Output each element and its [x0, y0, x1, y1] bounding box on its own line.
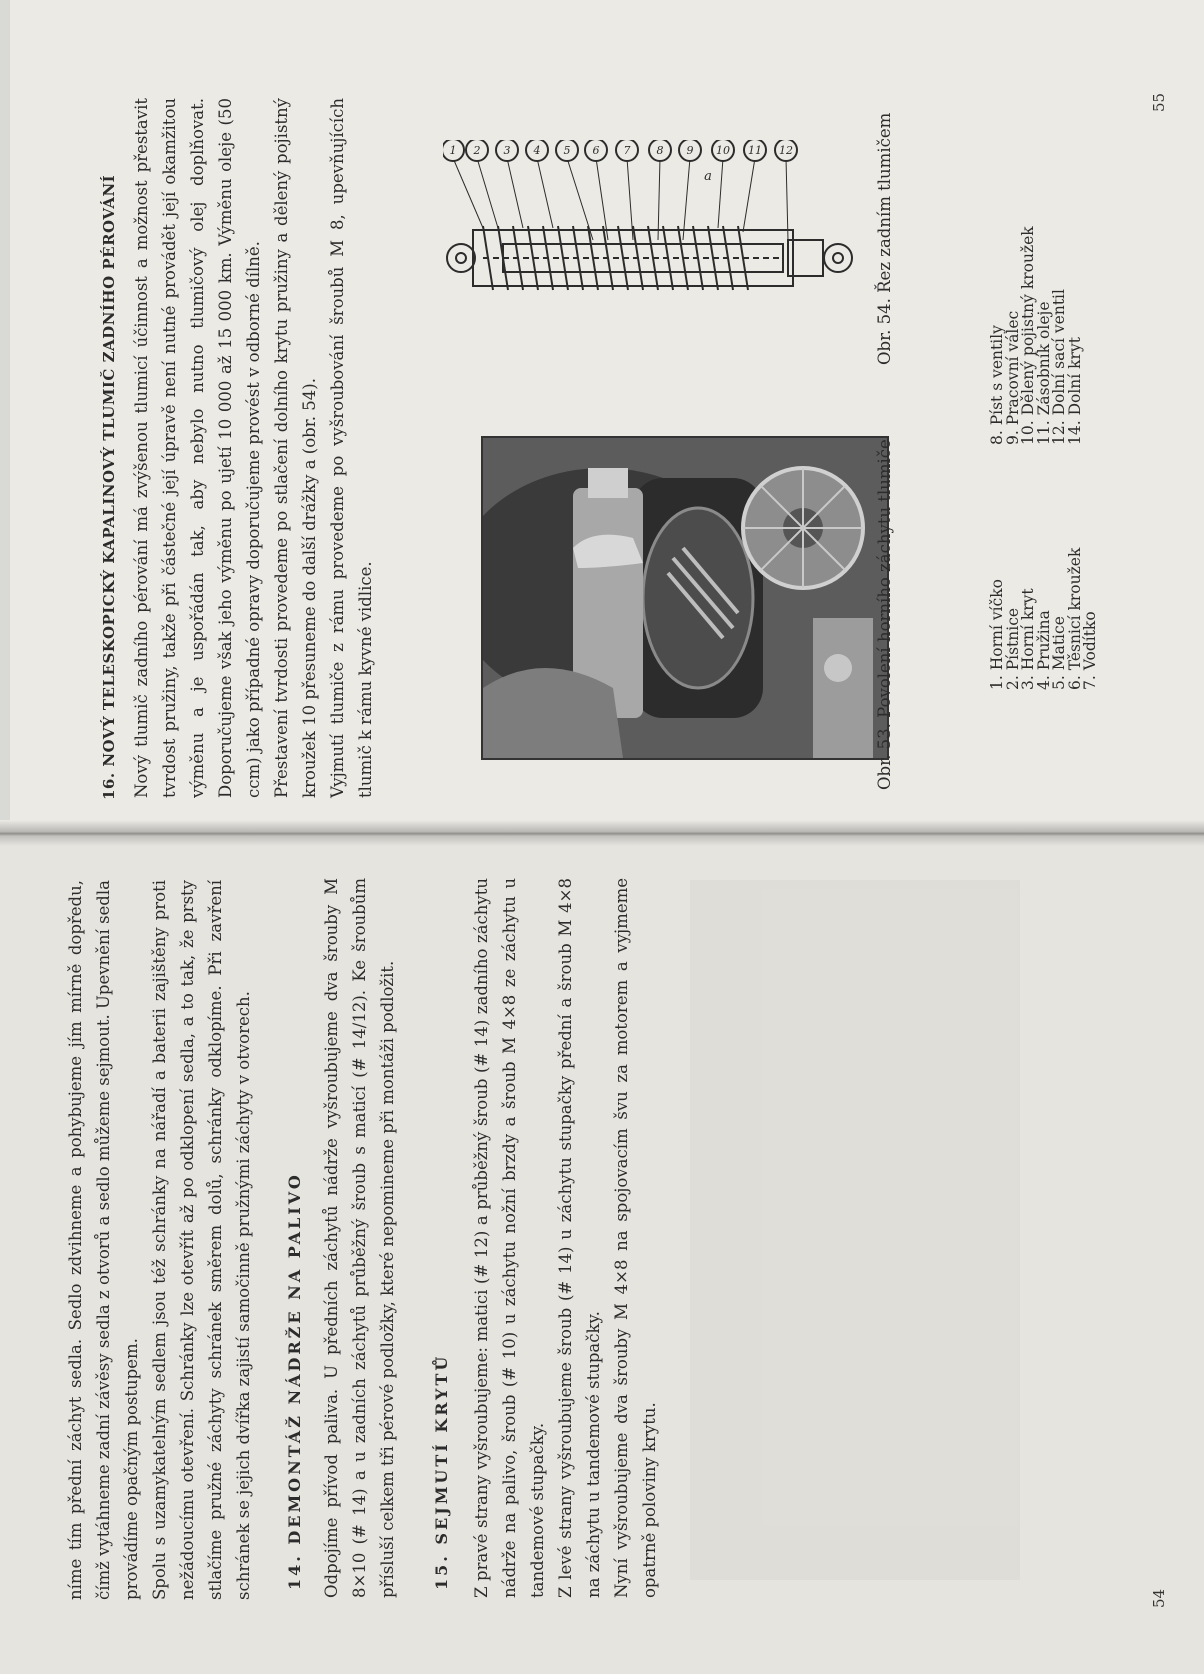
section-16-title: 16. NOVÝ TELESKOPICKÝ KAPALINOVÝ TLUMIČ ZADNÍHO PÉROVÁNÍ	[100, 174, 118, 800]
part-item: 3. Horní kryt	[1019, 588, 1037, 690]
parts-list-right	[990, 225, 1083, 445]
part-item: 4. Pružina	[1034, 610, 1053, 690]
diagram-label-4: 4	[533, 144, 541, 157]
fig54-diagram	[443, 140, 883, 315]
section-16-paragraph-2: Přestavení tvrdosti provedeme po stlačení dolního krytu pružiny a dělený pojistný kroužek 10 přesuneme do další drážky a (obr. 54).	[272, 98, 319, 798]
diagram-label-2: 2	[473, 144, 481, 157]
section-15-paragraph-2: Z levé strany vyšroubujeme šroub (# 14) u záchytu stupačky přední a šroub M 4×8 na záchytu u tandemové stupačky.	[556, 878, 603, 1598]
diagram-label-6: 6	[592, 144, 600, 157]
fig53-caption: Obr. 53. Povolení horního záchytu tlumiče	[875, 439, 894, 790]
part-item: 2. Pístnice	[1003, 607, 1022, 690]
fig53-photo	[481, 436, 889, 760]
section-16-body	[128, 98, 380, 798]
part-item: 10. Dělený pojistný kroužek	[1019, 226, 1037, 445]
diagram-label-12: 12	[779, 144, 793, 157]
part-item: 5. Matice	[1050, 616, 1068, 690]
show-through-shadow	[690, 880, 1020, 1580]
section-15-body	[468, 878, 664, 1598]
page-number-54: 54	[1150, 1588, 1168, 1608]
fig54-caption: Obr. 54. Řez zadním tlumičem	[875, 112, 894, 365]
section-15-paragraph-1: Z pravé strany vyšroubujeme: matici (# 12) a průběžný šroub (# 14) zadního záchytu nádrže na palivo, šroub (# 10) u záchytu nožní brzdy a šroub M 4×8 ze záchytu u tandemové stupačky.	[472, 878, 547, 1598]
part-item: 6. Těsnicí kroužek	[1065, 547, 1084, 690]
part-item: 14. Dolní kryt	[1065, 337, 1084, 445]
diagram-label-1: 1	[449, 144, 457, 157]
page-number-55: 55	[1150, 92, 1168, 112]
intro-paragraph-1: níme tím přední záchyt sedla. Sedlo zdvihneme a pohybujeme jím mírně dopředu, čímž vytáhneme zadní závěsy sedla z otvorů a sedlo můžeme sejmout. Upevnění sedla provádíme opačným postupem.	[66, 880, 141, 1600]
diagram-label-5: 5	[563, 144, 571, 157]
part-item: 7. Vodítko	[1081, 611, 1099, 690]
diagram-label-8: 8	[656, 144, 664, 157]
part-item: 12. Dolní sací ventil	[1050, 289, 1068, 445]
diagram-letter-a: a	[704, 169, 712, 184]
part-item: 11. Zásobník oleje	[1034, 301, 1053, 445]
motorcycle-shock-photo	[483, 438, 887, 758]
diagram-label-7: 7	[623, 144, 631, 157]
intro-text	[62, 880, 258, 1600]
part-item: 1. Horní víčko	[988, 579, 1006, 690]
book-spine	[0, 820, 1204, 846]
diagram-label-10: 10	[716, 144, 730, 157]
section-14-body: Odpojíme přívod paliva. U předních záchytů nádrže vyšroubujeme dva šrouby M 8×10 (# 14) a u zadních záchytů průběžný šroub s maticí (# 14/12). Ke šroubům přísluší celkem tři pérové podložky, které nepomineme při montáži podložit.	[322, 878, 397, 1598]
parts-list-left	[990, 470, 1099, 690]
part-item: 8. Píst s ventily	[988, 325, 1006, 445]
shock-absorber-section	[443, 140, 883, 315]
part-item: 9. Pracovní válec	[1003, 310, 1022, 445]
diagram-label-11: 11	[748, 144, 762, 157]
section-15-paragraph-3: Nyní vyšroubujeme dva šrouby M 4×8 na spojovacím švu za motorem a vyjmeme opatrně poloviny krytu.	[612, 878, 659, 1598]
diagram-label-3: 3	[503, 144, 511, 157]
diagram-label-9: 9	[686, 144, 694, 157]
section-16-paragraph-3: Vyjmutí tlumiče z rámu provedeme po vyšroubování šroubů M 8, upevňujících tlumič k rámu kyvné vidlice.	[328, 98, 375, 798]
section-16-paragraph-1: Nový tlumič zadního pérování má zvýšenou tlumicí účinnost a možnost přestavit tvrdost pružiny, takže při částečné její úpravě není nutné provádět její okamžitou výměnu a je uspořádán tak, aby nebylo nutno tlumičový olej doplňovat. Doporučujeme však jeho výměnu po ujetí 10 000 až 15 000 km. Výměnu oleje (50 ccm) jako případné opravy doporučujeme provést v odborné dílně.	[132, 98, 263, 798]
section-15-title: 15. SEJMUTÍ KRYTŮ	[432, 1353, 451, 1590]
intro-paragraph-2: Spolu s uzamykatelným sedlem jsou též schránky na nářadí a baterii zajištěny proti nežádoucímu otevření. Schránky lze otevřít až po odklopení sedla, a to tak, že prsty stlačíme pružné záchyty schránek směrem dolů, schránky odklopíme. Při zavření schránek se jejich dvířka zajistí samočinně pružnými záchyty v otvorech.	[150, 880, 253, 1600]
section-14-title: 14. DEMONTÁŽ NÁDRŽE NA PALIVO	[285, 1172, 304, 1590]
